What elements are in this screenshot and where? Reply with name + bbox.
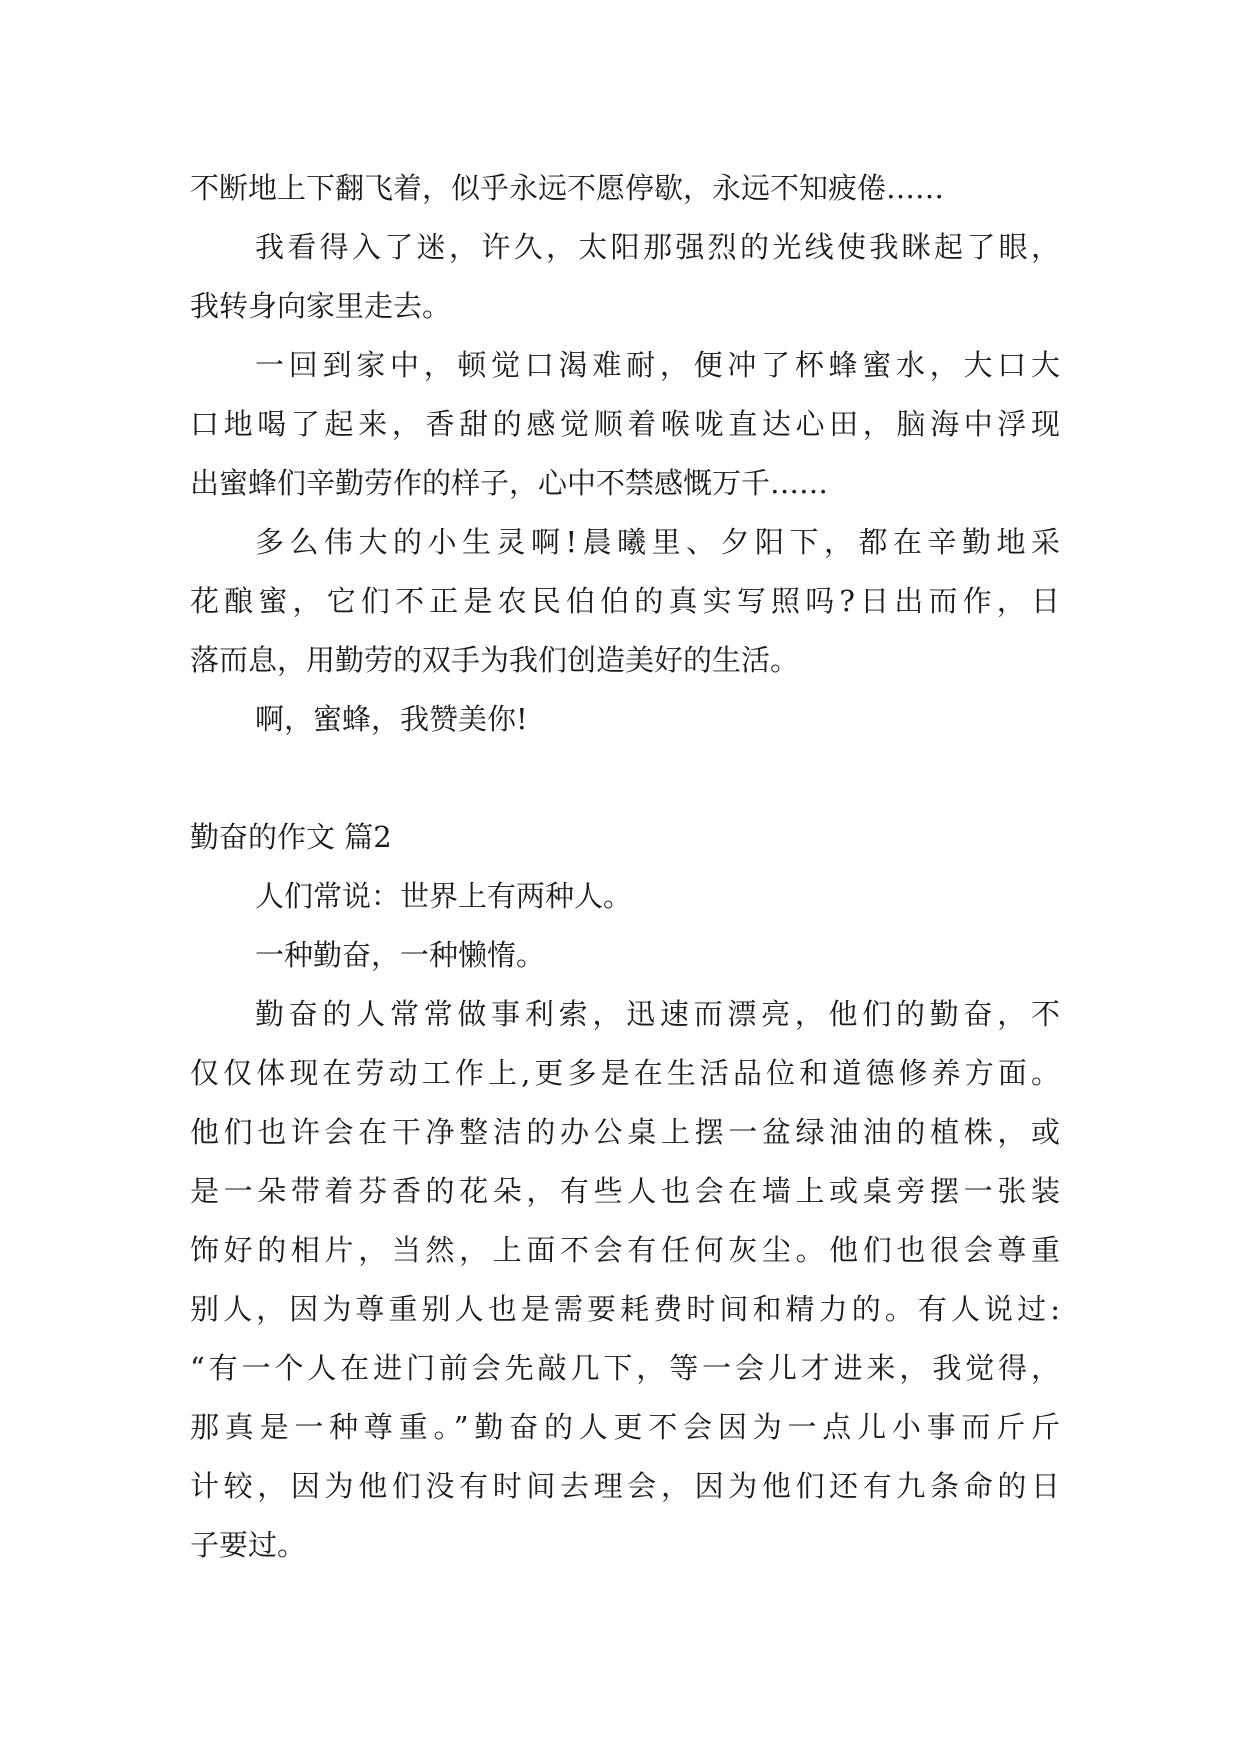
text-line-8: 花酿蜜，它们不正是农民伯伯的真实写照吗?日出而作，日 (190, 584, 1060, 618)
text-line-22: 计较，因为他们没有时间去理会，因为他们还有九条命的日 (190, 1469, 1060, 1503)
text-line-21: 那真是一种尊重。”勤奋的人更不会因为一点儿小事而斤斤 (190, 1410, 1060, 1444)
text-line-13: 一种勤奋，一种懒惰。 (255, 938, 546, 972)
text-line-23: 子要过。 (190, 1528, 307, 1562)
section-heading: 勤奋的作文 篇2 (190, 820, 392, 854)
text-line-7: 多么伟大的小生灵啊!晨曦里、夕阳下，都在辛勤地采 (255, 525, 1060, 559)
text-line-10: 啊，蜜蜂，我赞美你! (255, 702, 528, 736)
text-line-15: 仅仅体现在劳动工作上,更多是在生活品位和道德修养方面。 (190, 1056, 1060, 1090)
text-line-16: 他们也许会在干净整洁的办公桌上摆一盆绿油油的植株，或 (190, 1115, 1060, 1149)
text-line-5: 口地喝了起来，香甜的感觉顺着喉咙直达心田，脑海中浮现 (190, 407, 1060, 441)
text-line-19: 别人，因为尊重别人也是需要耗费时间和精力的。有人说过: (190, 1292, 1060, 1326)
text-line-17: 是一朵带着芬香的花朵，有些人也会在墙上或桌旁摆一张装 (190, 1174, 1060, 1208)
text-line-2: 我看得入了迷，许久，太阳那强烈的光线使我眯起了眼， (255, 230, 1060, 264)
text-line-4: 一回到家中，顿觉口渴难耐，便冲了杯蜂蜜水，大口大 (255, 348, 1060, 382)
text-line-14: 勤奋的人常常做事利索，迅速而漂亮，他们的勤奋，不 (255, 997, 1060, 1031)
text-line-18: 饰好的相片，当然，上面不会有任何灰尘。他们也很会尊重 (190, 1233, 1060, 1267)
text-line-12: 人们常说：世界上有两种人。 (255, 879, 633, 913)
text-line-1: 不断地上下翻飞着，似乎永远不愿停歇，永远不知疲倦…… (190, 171, 945, 205)
text-line-6: 出蜜蜂们辛勤劳作的样子，心中不禁感慨万千…… (190, 466, 829, 500)
text-line-9: 落而息，用勤劳的双手为我们创造美好的生活。 (190, 643, 800, 677)
text-line-20: “有一个人在进门前会先敲几下，等一会儿才进来，我觉得， (190, 1351, 1060, 1385)
text-line-3: 我转身向家里走去。 (190, 289, 452, 323)
